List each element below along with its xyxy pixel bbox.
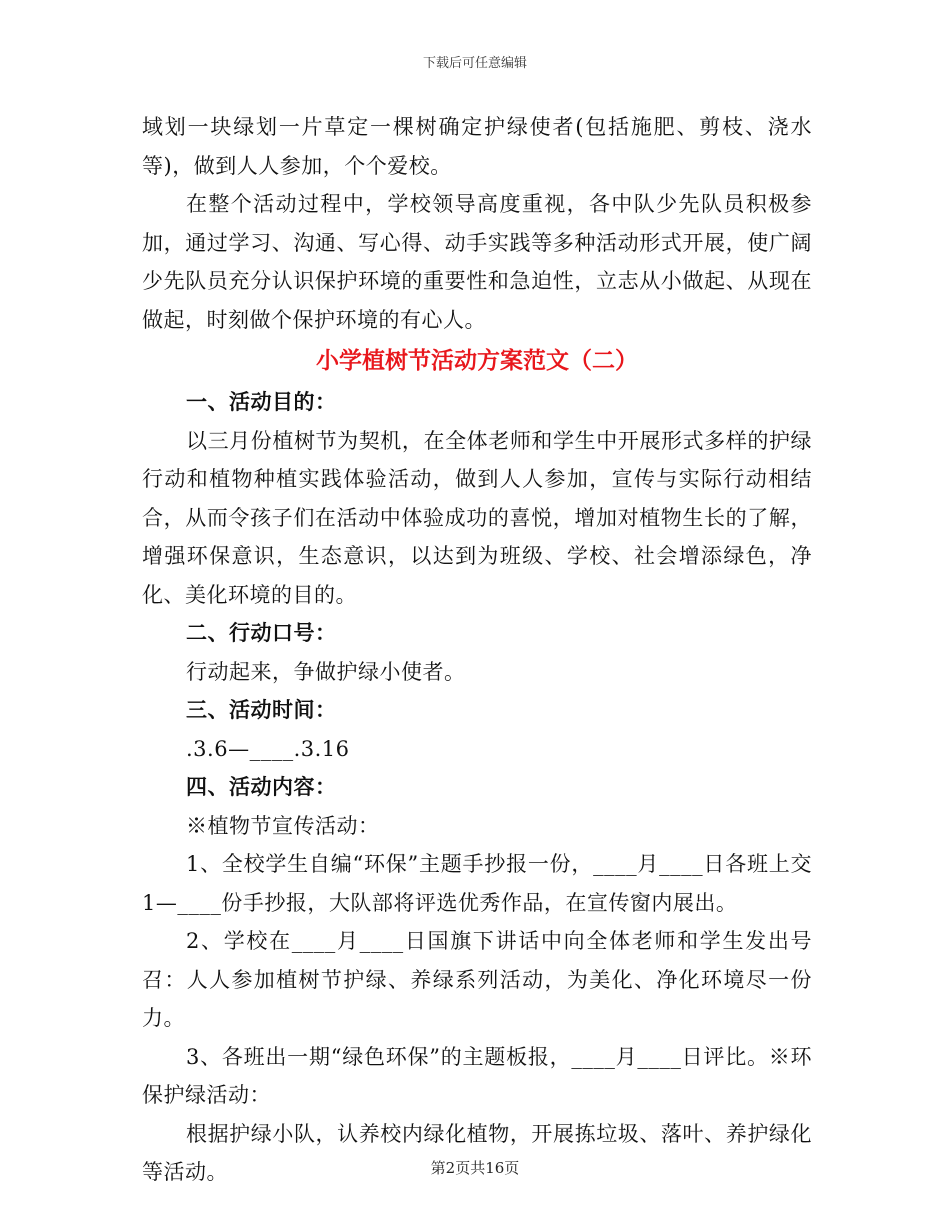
paragraph-time: .3.6—____.3.16 <box>186 736 350 761</box>
section-title: 小学植树节活动方案范文（二） <box>316 347 638 374</box>
paragraph-continuation: 域划一块绿划一片草定一棵树确定护绿使者(包括施肥、剪枝、浇水等)，做到人人参加，个个爱校。 <box>142 115 812 178</box>
document-body <box>142 108 812 1192</box>
paragraph-summary: 在整个活动过程中，学校领导高度重视，各中队少先队员积极参加，通过学习、沟通、写心得、动手实践等多种活动形式开展，使广阔少先队员充分认识保护环境的重要性和急迫性，立志从小做起、从现在做起，时刻做个保护环境的有心人。 <box>142 192 812 332</box>
heading-content: 四、活动内容： <box>186 774 337 799</box>
paragraph-green-care: 根据护绿小队，认养校内绿化植物，开展拣垃圾、落叶、养护绿化等活动。 <box>142 1121 812 1184</box>
heading-time: 三、活动时间： <box>186 697 337 722</box>
list-item-2: 2、学校在____月____日国旗下讲话中向全体老师和学生发出号召：人人参加植树节护绿、养绿系列活动，为美化、净化环境尽一份力。 <box>142 929 812 1030</box>
paragraph-slogan: 行动起来，争做护绿小使者。 <box>186 659 466 684</box>
page-header: 下载后可任意编辑 <box>422 56 527 71</box>
heading-goal: 一、活动目的： <box>186 389 337 414</box>
paragraph-goal: 以三月份植树节为契机，在全体老师和学生中开展形式多样的护绿行动和植物种植实践体验活动，做到人人参加，宣传与实际行动相结合，从而令孩子们在活动中体验成功的喜悦，增加对植物生长的了解，增强环保意识，生态意识，以达到为班级、学校、社会增添绿色，净化、美化环境的目的。 <box>142 428 812 607</box>
heading-slogan: 二、行动口号： <box>186 620 337 645</box>
heading-promo: ※植物节宣传活动： <box>186 813 380 838</box>
list-item-1: 1、全校学生自编“环保”主题手抄报一份，____月____日各班上交1—____份手抄报，大队部将评选优秀作品，在宣传窗内展出。 <box>142 852 812 915</box>
page-footer: 第2页共16页 <box>430 1159 520 1177</box>
list-item-3: 3、各班出一期“绿色环保”的主题板报，____月____日评比。※环保护绿活动： <box>142 1044 812 1107</box>
